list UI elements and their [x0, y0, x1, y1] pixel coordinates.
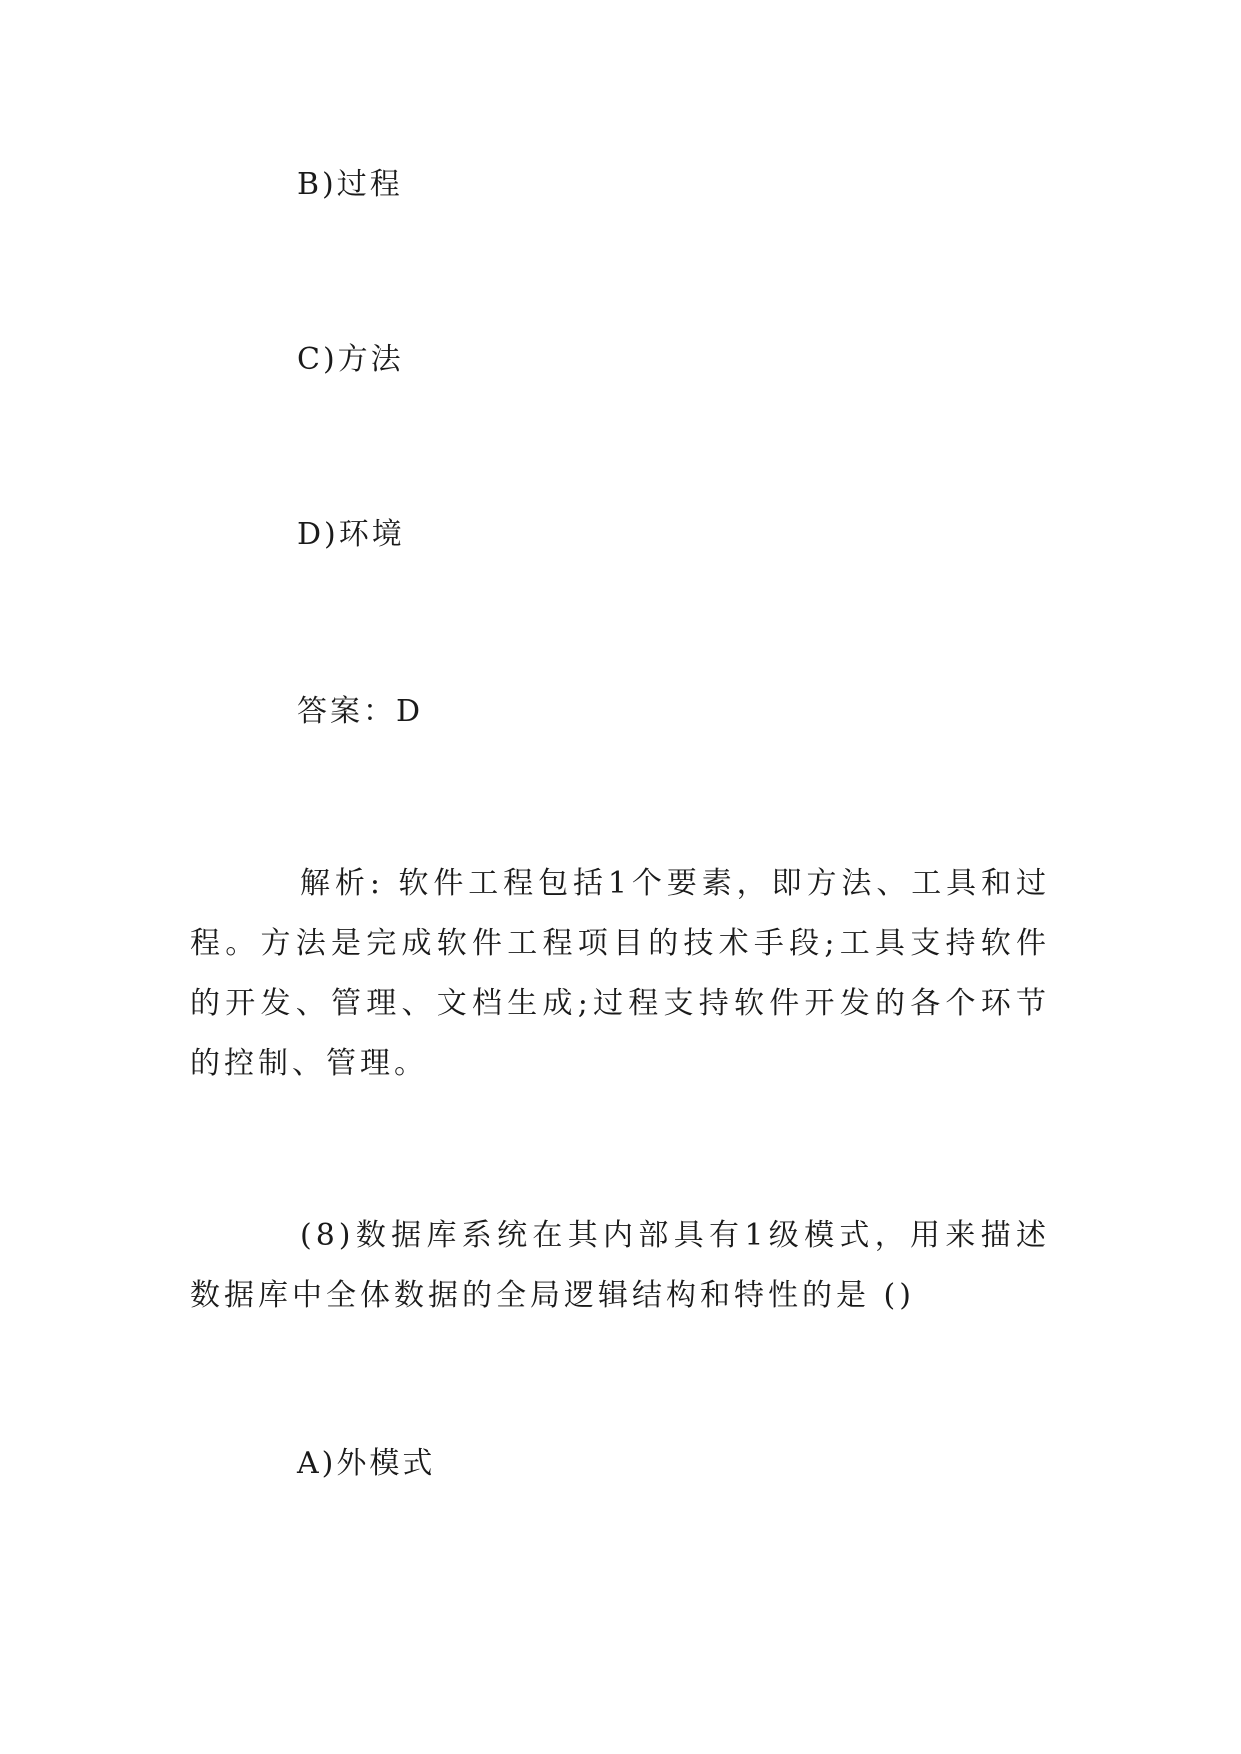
- option-d-q7: D)环境: [297, 517, 405, 552]
- option-a-q8: A)外模式: [297, 1446, 436, 1481]
- answer-q7: 答案：D: [297, 694, 424, 729]
- analysis-q7: 解析: 软件工程包括1个要素，即方法、工具和过程。方法是完成软件工程项目的技术手段;工具支持软件的开发、管理、文档生成;过程支持软件开发的各个环节的控制、管理。: [190, 866, 1050, 1081]
- question-q8: (8)数据库系统在其内部具有1级模式，用来描述数据库中全体数据的全局逻辑结构和特性的是 (): [190, 1218, 1050, 1313]
- option-b-q7: B)过程: [297, 167, 403, 202]
- option-c-q7: C)方法: [297, 342, 404, 377]
